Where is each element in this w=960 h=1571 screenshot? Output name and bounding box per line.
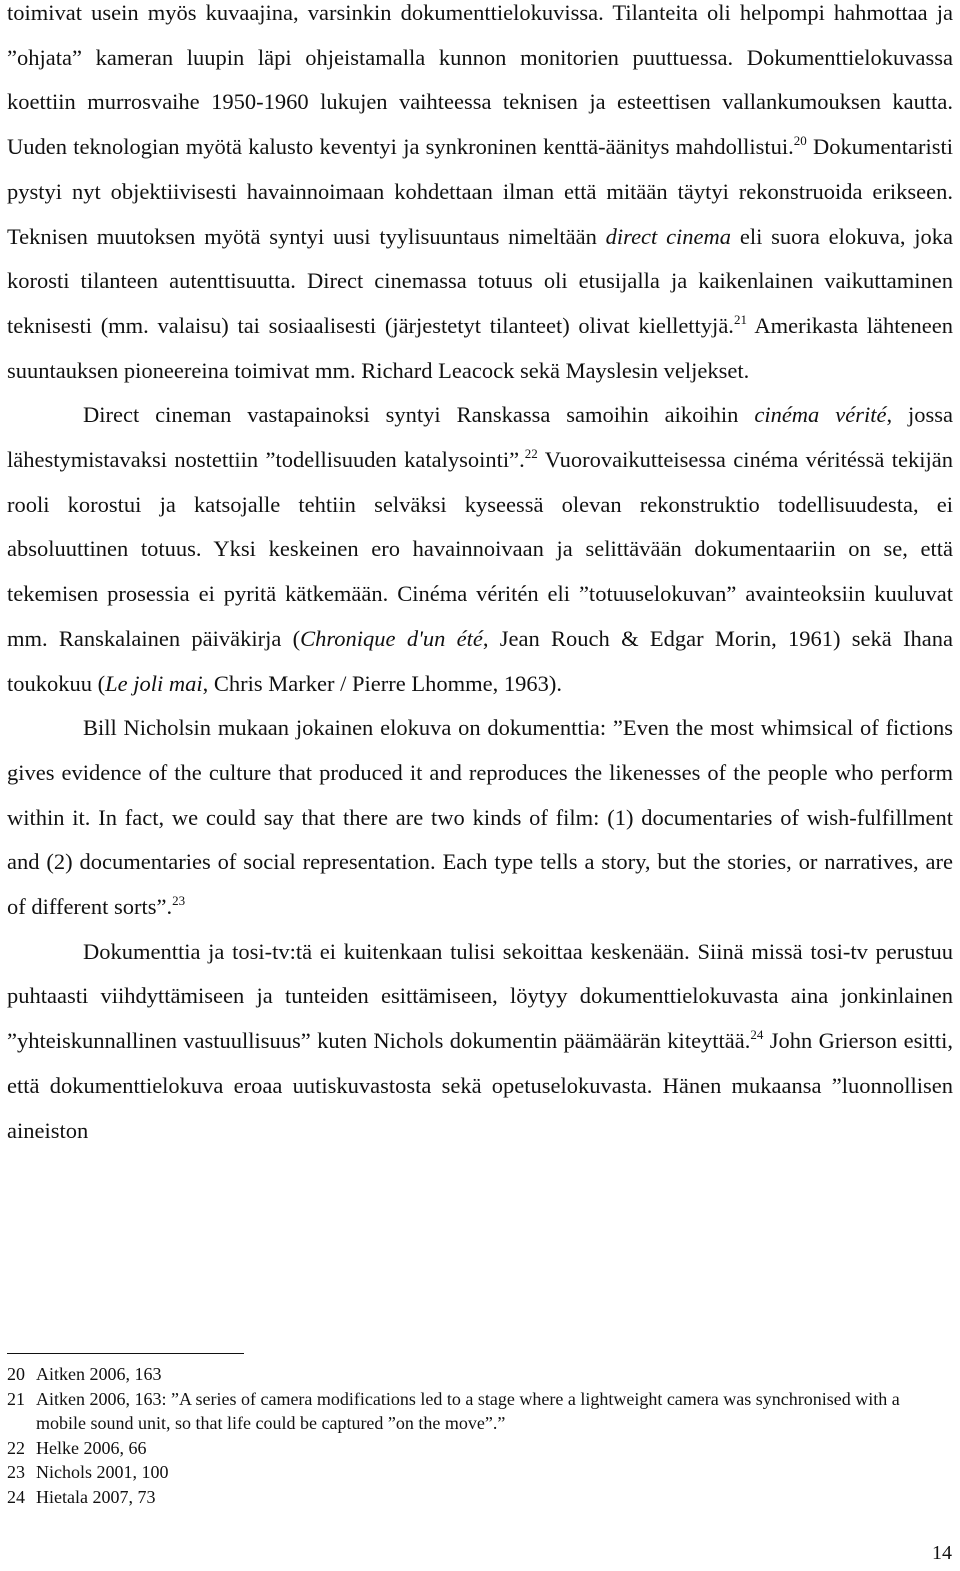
footnote-21 xyxy=(7,1387,953,1436)
footnote-text: Nichols 2001, 100 xyxy=(36,1462,169,1482)
footnote-ref-23[interactable]: 23 xyxy=(172,893,186,909)
paragraph-4 xyxy=(7,930,953,1154)
footnote-number: 23 xyxy=(7,1462,25,1482)
paragraph-3 xyxy=(7,706,953,930)
paragraph-1-text-d: Amerikasta lähteneen suuntauksen pioneereina toimivat mm. Richard Leacock sekä Mayslesin veljekset. xyxy=(7,312,954,383)
paragraph-1-text-c: eli suora elokuva, joka korosti tilanteen autenttisuutta. Direct cinemassa totuus oli etusijalla ja kaikenlainen vaikuttaminen teknisesti (mm. valaisu) tai sosiaalisesti (järjestetyt tilanteet) olivat kiellettyjä. xyxy=(7,223,954,338)
footnote-ref-21[interactable]: 21 xyxy=(733,311,747,327)
footnote-separator xyxy=(7,1353,244,1354)
paragraph-2-text-d: , Jean Rouch & Edgar Morin, 1961) sekä Ihana toukokuu ( xyxy=(7,625,953,696)
footnote-ref-22[interactable]: 22 xyxy=(524,446,538,462)
title-chronique: Chronique d'un été xyxy=(300,625,483,651)
page-number: 14 xyxy=(932,1542,952,1564)
paragraph-2-text-b: , jossa lähestymistavaksi nostettiin ”todellisuuden katalysointi”. xyxy=(7,402,953,473)
footnote-number: 22 xyxy=(7,1437,25,1458)
footnote-number: 21 xyxy=(7,1388,25,1409)
paragraph-1-text-b: Dokumentaristi pystyi nyt objektiivisesti havainnoimaan kohdettaan ilman että mitään täytyi rekonstruoida erikseen. Teknisen muutoksen myötä syntyi uusi tyylisuuntaus nimeltään xyxy=(7,134,953,249)
footnotes xyxy=(7,1362,953,1509)
paragraph-3-text-a: Bill Nicholsin mukaan jokainen elokuva on dokumenttia: ”Even the most whimsical of fictions gives evidence of the culture that produced it and reproduces the likenesses of the people who perform within it. In fact, we could say that there are two kinds of film: (1) documentaries of wish-fulfillment and (2) documentaries of social representation. Each type tells a story, but the stories, or narratives, are of different sorts”. xyxy=(7,715,953,920)
footnote-text: Aitken 2006, 163: ”A series of camera modifications led to a stage where a lightweight camera was synchronised with a mobile sound unit, so that life could be captured ”on the move”.” xyxy=(36,1388,900,1433)
footnote-number: 20 xyxy=(7,1364,25,1384)
footnote-20 xyxy=(7,1362,953,1387)
paragraph-1 xyxy=(7,0,953,393)
paragraph-2-text-a: Direct cineman vastapainoksi syntyi Ranskassa samoihin aikoihin xyxy=(83,402,755,428)
footnote-24 xyxy=(7,1485,953,1510)
paragraph-2-text-e: , Chris Marker / Pierre Lhomme, 1963). xyxy=(202,670,562,696)
paragraph-1-text-a: toimivat usein myös kuvaajina, varsinkin dokumenttielokuvissa. Tilanteita oli helpompi hahmottaa ja ”ohjata” kameran luupin läpi ohjeistamalla kunnon monitorien puuttuessa. Dokumenttielokuvassa koettiin murrosvaihe 1950-1960 lukujen vaihteessa teknisen ja esteettisen vallankumouksen kautta. Uuden teknologian myötä kalusto keventyi ja synkroninen kenttä-äänitys mahdollistui. xyxy=(7,0,953,160)
footnote-23 xyxy=(7,1460,953,1485)
footnote-text: Hietala 2007, 73 xyxy=(36,1486,156,1507)
footnote-number: 24 xyxy=(7,1486,25,1507)
paragraph-2 xyxy=(7,393,953,706)
body-text xyxy=(7,0,953,1153)
term-cinema-verite: cinéma vérité xyxy=(754,402,887,428)
footnote-ref-24[interactable]: 24 xyxy=(750,1027,764,1043)
paragraph-4-text-a: Dokumenttia ja tosi-tv:tä ei kuitenkaan tulisi sekoittaa keskenään. Siinä missä tosi-tv perustuu puhtaasti viihdyttämiseen ja tunteiden esittämiseen, löytyy dokumenttielokuvasta aina jonkinlainen ”yhteiskunnallinen vastuullisuus” kuten Nichols dokumentin päämäärän kiteyttää. xyxy=(7,938,953,1054)
paragraph-4-text-b: John Grierson esitti, että dokumenttielokuva eroaa uutiskuvastosta sekä opetuselokuvasta. Hänen mukaansa ”luonnollisen aineiston xyxy=(7,1028,953,1143)
footnote-22 xyxy=(7,1436,953,1461)
footnote-text: Helke 2006, 66 xyxy=(36,1437,147,1458)
footnote-text: Aitken 2006, 163 xyxy=(36,1364,162,1384)
term-direct-cinema: direct cinema xyxy=(605,223,732,249)
paragraph-2-text-c: Vuorovaikutteisessa cinéma véritéssä tekijän rooli korostui ja katsojalle tehtiin selväksi kyseessä olevan rekonstruktio todellisuudesta, ei absoluuttinen totuus. Yksi keskeinen ero havainnoivaan ja selittävään dokumentaariin on se, että tekemisen prosessia ei pyritä kätkemään. Cinéma véritén eli ”totuuselokuvan” avainteoksiin kuuluvat mm. Ranskalainen päiväkirja ( xyxy=(7,447,953,651)
footnote-ref-20[interactable]: 20 xyxy=(793,133,807,149)
title-le-joli-mai: Le joli mai xyxy=(105,670,203,696)
